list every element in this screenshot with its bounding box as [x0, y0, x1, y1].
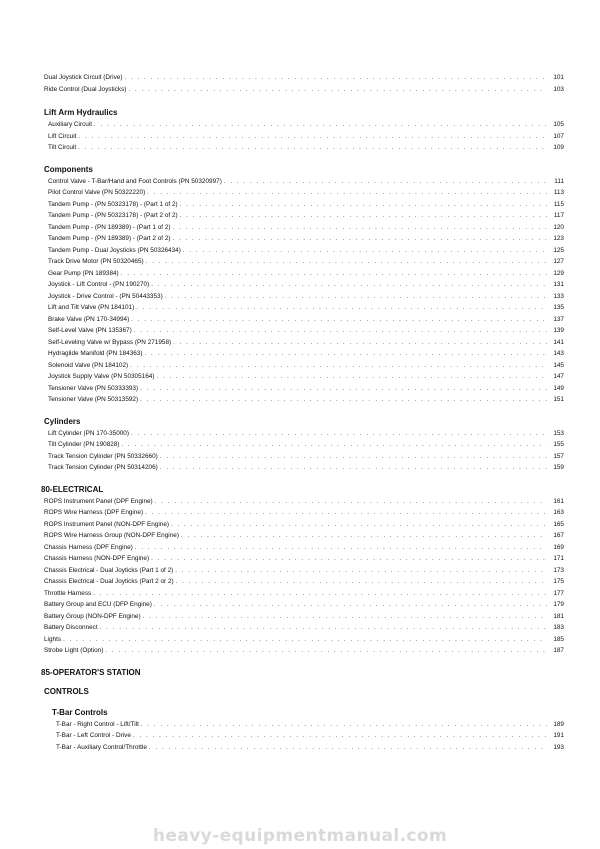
dot-leader [145, 349, 548, 361]
toc-entry[interactable] [44, 119, 564, 131]
toc-entry[interactable] [44, 360, 564, 372]
toc-entry[interactable] [44, 268, 564, 280]
toc-entry-label: Ride Control (Dual Joysticks) [44, 85, 127, 93]
toc-entry-page-number: 127 [553, 258, 564, 265]
toc-entry[interactable] [44, 142, 564, 154]
dot-leader [140, 395, 547, 407]
toc-entry-label: Solenoid Valve (PN 184102) [48, 361, 129, 369]
toc-entry-label: Joystick Supply Valve (PN 50305164) [48, 373, 155, 380]
controls-heading: CONTROLS [44, 686, 89, 696]
components-entries [44, 176, 564, 406]
toc-entry-page-number: 125 [553, 246, 564, 254]
toc-entry-label: Strobe Light (Option) [44, 647, 104, 654]
toc-entry-label: Joystick - Lift Control - (PN 190270) [48, 281, 150, 288]
toc-entry-label: ROPS Wire Harness (DPF Engine) [44, 509, 144, 516]
toc-entry-page-number: 177 [553, 589, 564, 597]
toc-entry-page-number: 183 [553, 624, 564, 631]
toc-entry[interactable] [44, 337, 564, 349]
toc-entry-page-number: 147 [553, 373, 564, 380]
toc-entry[interactable] [44, 210, 564, 222]
toc-entry[interactable] [44, 176, 564, 188]
toc-entry-page-number: 141 [553, 338, 564, 346]
toc-entry-page-number: 163 [553, 509, 564, 516]
toc-entry-page-number: 115 [553, 200, 564, 208]
toc-entry-label: Tensioner Valve (PN 50333393) [48, 384, 139, 392]
toc-entry-label: Tandem Pump - (PN 189389) - (Part 2 of 2) [48, 235, 171, 242]
dot-leader [122, 440, 547, 452]
dot-leader [154, 600, 547, 612]
toc-entry-label: Chassis Electrical - Dual Joyticks (Part 1 of 2) [44, 566, 174, 574]
dot-leader [175, 566, 547, 578]
dot-leader [130, 361, 547, 373]
dot-leader [155, 497, 547, 509]
toc-entry-page-number: 137 [553, 315, 564, 323]
dot-leader [151, 280, 547, 292]
dot-leader [133, 731, 547, 743]
dot-leader [78, 132, 547, 144]
toc-entry-label: Chassis Harness (DPF Engine) [44, 543, 133, 551]
toc-entry-page-number: 193 [553, 743, 564, 751]
toc-entry-page-number: 133 [553, 292, 564, 300]
dot-leader [171, 520, 547, 532]
toc-entry-label: Brake Valve (PN 170-34994) [48, 315, 130, 323]
dot-leader [135, 543, 547, 555]
toc-entry[interactable] [44, 348, 564, 360]
toc-entry[interactable] [44, 84, 564, 96]
electrical-heading: 80-ELECTRICAL [41, 484, 104, 494]
dot-leader [176, 577, 547, 589]
toc-entry-label: Chassis Harness (NON-DPF Engine) [44, 555, 150, 562]
toc-entry-label: T-Bar - Auxiliary Control/Throttle [56, 743, 147, 751]
toc-entry-label: ROPS Instrument Panel (DPF Engine) [44, 497, 153, 505]
components-heading: Components [44, 164, 93, 174]
toc-entry-page-number: 187 [553, 647, 564, 654]
toc-entry[interactable] [44, 279, 564, 291]
dot-leader [149, 743, 547, 755]
dot-leader [224, 177, 547, 189]
toc-entry-page-number: 161 [553, 497, 564, 505]
toc-entry-page-number: 169 [553, 543, 564, 551]
toc-entry[interactable] [44, 462, 564, 474]
toc-entry-label: Tandem Pump - Dual Joysticks (PN 50326434) [48, 246, 181, 254]
dot-leader [136, 303, 547, 315]
toc-entry-label: Hydraglide Manifold (PN 184363) [48, 350, 143, 357]
toc-entry-label: Throttle Harness [44, 589, 92, 597]
dot-leader [173, 223, 547, 235]
toc-entry-page-number: 191 [553, 732, 564, 739]
tbar-controls-heading: T-Bar Controls [52, 707, 108, 717]
toc-entry-page-number: 149 [553, 384, 564, 392]
dot-leader [105, 646, 547, 658]
toc-entry[interactable] [44, 233, 564, 245]
toc-entry-page-number: 157 [553, 452, 564, 460]
toc-entry-label: Tilt Circuit [48, 144, 77, 151]
toc-entry[interactable] [44, 507, 564, 519]
dot-leader [124, 73, 547, 85]
toc-entry-page-number: 143 [553, 350, 564, 357]
toc-entry-label: Lift Circuit [48, 132, 77, 140]
toc-entry-page-number: 155 [553, 441, 564, 448]
toc-entry-page-number: 139 [553, 327, 564, 334]
toc-entry-label: Auxiliary Circuit [48, 121, 93, 128]
toc-entry-label: Tandem Pump - (PN 50323178) - (Part 1 of 2) [48, 200, 178, 208]
dot-leader [100, 623, 547, 635]
dot-leader [131, 429, 547, 441]
dot-leader [183, 246, 547, 258]
toc-entry-label: ROPS Wire Harness Group (NON-DPF Engine) [44, 532, 179, 539]
toc-entry-page-number: 145 [553, 361, 564, 369]
dot-leader [151, 554, 547, 566]
toc-entry-label: Tandem Pump - (PN 189389) - (Part 1 of 2) [48, 223, 171, 231]
dot-leader [147, 188, 547, 200]
toc-entry[interactable] [44, 553, 564, 565]
toc-entry[interactable] [44, 588, 564, 600]
toc-entry-page-number: 159 [553, 464, 564, 471]
toc-entry-label: Joystick - Drive Control - (PN 50443353) [48, 292, 163, 300]
toc-entry[interactable] [44, 199, 564, 211]
toc-entry-label: Lift Cylinder (PN 170-35000) [48, 429, 129, 437]
dot-leader [160, 452, 547, 464]
toc-entry-label: Lights [44, 635, 62, 643]
toc-entry[interactable] [44, 314, 564, 326]
dot-leader [146, 257, 547, 269]
toc-entry-label: T-Bar - Left Control - Drive [56, 732, 131, 739]
dot-leader [78, 143, 547, 155]
toc-entry[interactable] [44, 302, 564, 314]
toc-entry[interactable] [44, 622, 564, 634]
toc-entry[interactable] [44, 325, 564, 337]
toc-entry-label: ROPS Instrument Panel (NON-DPF Engine) [44, 520, 170, 528]
toc-entry-label: Tensioner Valve (PN 50313592) [48, 396, 139, 403]
toc-entry[interactable] [44, 496, 564, 508]
dot-leader [181, 531, 547, 543]
cylinders-entries [44, 428, 564, 474]
dot-leader [128, 85, 547, 97]
toc-entry[interactable] [44, 611, 564, 623]
dot-leader [134, 326, 547, 338]
toc-entry-page-number: 111 [554, 177, 564, 185]
toc-entry-label: Track Tension Cylinder (PN 50314206) [48, 464, 158, 471]
toc-entry-page-number: 101 [553, 74, 564, 81]
toc-entry-label: Self-Leveling Valve w/ Bypass (PN 271958) [48, 338, 172, 346]
toc-entry[interactable] [44, 542, 564, 554]
toc-entry[interactable] [44, 371, 564, 383]
toc-entry-label: Tandem Pump - (PN 50323178) - (Part 2 of 2) [48, 212, 178, 219]
toc-entry[interactable] [44, 72, 564, 84]
toc-entry-label: Control Valve - T-Bar/Hand and Foot Controls (PN 50320997) [48, 177, 222, 185]
toc-entry[interactable] [44, 730, 564, 742]
toc-entry-label: Battery Group (NON-DPF Engine) [44, 612, 141, 620]
toc-entry-page-number: 135 [553, 304, 564, 311]
toc-entry[interactable] [44, 519, 564, 531]
toc-entry-label: Pilot Control Valve (PN 50322220) [48, 189, 146, 196]
toc-entry[interactable] [44, 451, 564, 463]
toc-entry-page-number: 167 [553, 532, 564, 539]
lift-arm-hydraulics-heading: Lift Arm Hydraulics [44, 108, 118, 117]
operators-station-heading: 85-OPERATOR'S STATION [41, 667, 141, 677]
toc-entry-label: Battery Disconnect [44, 624, 98, 631]
top-entries [44, 72, 564, 95]
toc-entry-label: Track Tension Cylinder (PN 50332660) [48, 452, 158, 460]
toc-entry-label: Dual Joystick Circuit (Drive) [44, 74, 123, 81]
toc-entry[interactable] [44, 439, 564, 451]
toc-entry[interactable] [44, 599, 564, 611]
toc-entry-page-number: 171 [553, 555, 564, 562]
toc-entry[interactable] [44, 131, 564, 143]
toc-entry[interactable] [44, 742, 564, 754]
toc-entry[interactable] [44, 256, 564, 268]
dot-leader [180, 211, 547, 223]
toc-entry[interactable] [44, 428, 564, 440]
toc-entry-label: Track Drive Motor (PN 50320465) [48, 258, 144, 265]
toc-entry[interactable] [44, 394, 564, 406]
toc-entry-page-number: 129 [553, 269, 564, 277]
dot-leader [145, 508, 547, 520]
toc-entry[interactable] [44, 530, 564, 542]
toc-entry-page-number: 173 [553, 566, 564, 574]
dot-leader [173, 338, 547, 350]
toc-entry-page-number: 117 [553, 212, 564, 219]
toc-entry[interactable] [44, 291, 564, 303]
toc-entry-page-number: 120 [553, 223, 564, 231]
toc-entry-page-number: 175 [553, 578, 564, 585]
dot-leader [121, 269, 547, 281]
cylinders-heading: Cylinders [44, 416, 81, 426]
toc-entry[interactable] [44, 222, 564, 234]
toc-entry[interactable] [44, 187, 564, 199]
toc-entry-label: Self-Level Valve (PN 135367) [48, 327, 132, 334]
dot-leader [141, 720, 547, 732]
toc-entry-label: Chassis Electrical - Dual Joyticks (Part 2 or 2) [44, 578, 174, 585]
toc-entry-page-number: 105 [553, 121, 564, 128]
dot-leader [165, 292, 547, 304]
toc-entry-page-number: 107 [553, 132, 564, 140]
toc-entry-page-number: 189 [553, 720, 564, 728]
dot-leader [93, 589, 547, 601]
toc-entry[interactable] [44, 245, 564, 257]
dot-leader [160, 463, 547, 475]
toc-entry[interactable] [44, 576, 564, 588]
dot-leader [94, 120, 547, 132]
dot-leader [173, 234, 547, 246]
toc-entry[interactable] [44, 645, 564, 657]
toc-entry-page-number: 131 [553, 281, 564, 288]
toc-entry-page-number: 181 [553, 612, 564, 620]
dot-leader [131, 315, 547, 327]
toc-entry-page-number: 153 [553, 429, 564, 437]
dot-leader [180, 200, 547, 212]
toc-entry[interactable] [44, 383, 564, 395]
toc-entry-page-number: 185 [553, 635, 564, 643]
tbar-entries [44, 719, 564, 754]
toc-entry[interactable] [44, 634, 564, 646]
toc-entry-label: Tilt Cylinder (PN 190828) [48, 441, 120, 448]
dot-leader [63, 635, 547, 647]
toc-entry-page-number: 113 [553, 189, 564, 196]
toc-entry[interactable] [44, 565, 564, 577]
electrical-entries [44, 496, 564, 657]
toc-entry-label: T-Bar - Right Control - Lift/Tilt [56, 720, 139, 728]
toc-entry-label: Lift and Tilt Valve (PN 184101) [48, 304, 135, 311]
watermark: heavy-equipmentmanual.com [152, 826, 448, 846]
toc-entry-page-number: 123 [553, 235, 564, 242]
toc-entry-page-number: 165 [553, 520, 564, 528]
toc-entry-page-number: 109 [553, 144, 564, 151]
toc-entry-page-number: 103 [553, 85, 564, 93]
toc-entry-page-number: 179 [553, 601, 564, 608]
toc-entry-label: Battery Group and ECU (DFP Engine) [44, 601, 152, 608]
lift-arm-entries [44, 119, 564, 154]
dot-leader [156, 372, 547, 384]
toc-entry[interactable] [44, 719, 564, 731]
table-of-contents [41, 72, 564, 753]
toc-entry-label: Gear Pump (PN 189384) [48, 269, 119, 277]
toc-entry-page-number: 151 [553, 396, 564, 403]
dot-leader [140, 384, 547, 396]
dot-leader [143, 612, 547, 624]
